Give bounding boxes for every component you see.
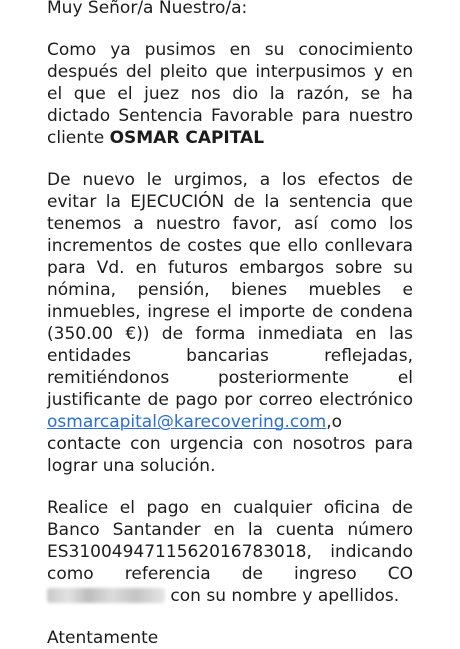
email-letter-body [47,0,413,649]
bank-text: Realice el pago en cualquier oficina de Banco Santander en la cuenta número ES3100494711562016783018, indicando como referencia de ingreso [47,498,413,584]
paragraph-payment-demand [47,169,413,477]
paragraph-judgment [47,39,413,149]
judgment-text: Como ya pusimos en su conocimiento después del pleito que interpusimos y en el que el juez nos dio la razón, se ha dictado Sentencia Favorable para nuestro cliente [47,40,413,148]
greeting: Muy Señor/a Nuestro/a: [47,0,248,18]
closing: Atentamente [47,628,159,648]
client-name: OSMAR CAPITAL [109,128,265,148]
paragraph-bank-details [47,497,413,607]
demand-text-end: ,o contacte con urgencia con nosotros para lograr una solución. [47,412,413,476]
email-link[interactable]: osmarcapital@karecovering.com [47,412,327,432]
demand-text: De nuevo le urgimos, a los efectos de evitar la EJECUCIÓN de la sentencia que tenemos a nuestro favor, así como los incrementos de costes que ello conllevara para Vd. en futuros embargos sobre su nómina, pensión, bienes muebles e inmuebles, ingrese el importe de condena (350.00 €)) de forma inmediata en las entidades bancarias reflejadas, remitiéndonos posteriormente el justificante de pago por correo electrónico [47,170,413,410]
reference-prefix: CO [387,564,413,584]
bank-text-end: con su nombre y apellidos. [170,586,400,606]
redacted-reference [47,588,165,603]
